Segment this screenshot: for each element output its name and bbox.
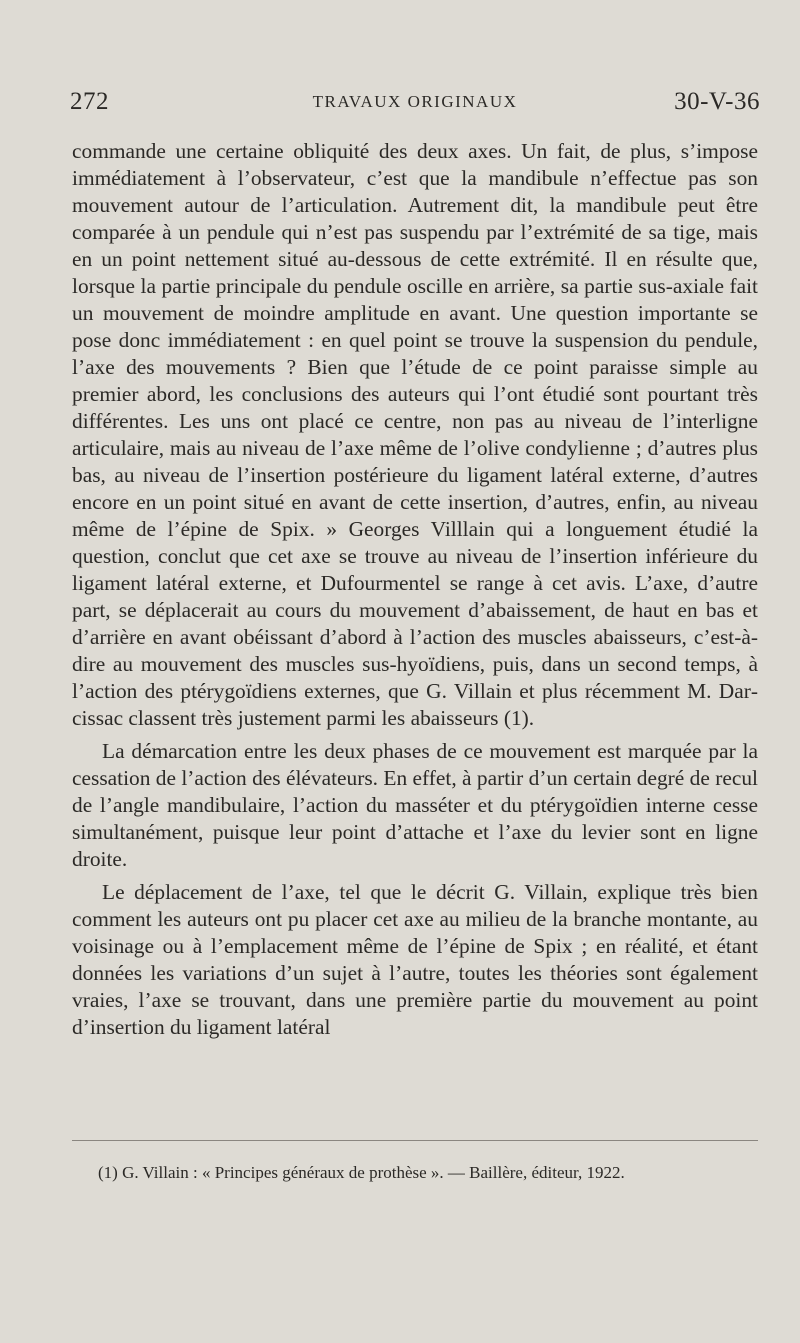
footnote: (1) G. Villain : « Principes généraux de prothèse ». — Baillère, éditeur, 1922.: [98, 1163, 625, 1182]
footnote-divider: [72, 1140, 758, 1141]
issue-date: 30-V-36: [674, 88, 760, 115]
page-header: [70, 88, 760, 120]
running-title: TRAVAUX ORIGINAUX: [312, 92, 518, 111]
body-text: [72, 138, 758, 1047]
page-number: 272: [70, 88, 109, 115]
paragraph-axis-displacement: Le déplacement de l’axe, tel que le décrit G. Villain, explique très bien comment les auteurs ont pu placer cet axe au milieu de la branche montante, au voisinage ou à l’emplacement même de l’épine de Spix ; en réalité, et étant données les variations d’un sujet à l’autre, toutes les théories sont également vraies, l’axe se trouvant, dans une première partie du mouvement au point d’insertion du ligament latéral: [72, 880, 758, 1039]
paragraph-demarcation: La démarcation entre les deux phases de ce mouvement est marquée par la cessation de l’action des élévateurs. En effet, à partir d’un certain degré de recul de l’angle mandibulaire, l’action du masséter et du ptérygoïdien interne cesse simultanément, puisque leur point d’attache et l’axe du levier sont en ligne droite.: [72, 739, 758, 871]
paragraph-continued: commande une certaine obliquité des deux axes. Un fait, de plus, s’impose immédiatement à l’observateur, c’est que la mandibule n’effectue pas son mouvement autour de l’articulation. Autrement dit, la mandibule peut être comparée à un pendule qui n’est pas suspendu par l’extrémité de sa tige, mais en un point nettement situé au-dessous de cette extrémité. Il en résulte que, lorsque la partie principale du pendule oscille en arrière, sa partie sus-axiale fait un mouvement de moindre amplitude en avant. Une question importante se pose donc immédiatement : en quel point se trouve la suspension du pendule, l’axe des mouvements ? Bien que l’étude de ce point paraisse simple au premier abord, les conclusions des auteurs qui l’ont étudié sont pourtant très différentes. Les uns ont placé ce centre, non pas au niveau de l’interligne articulaire, mais au niveau de l’axe même de l’olive condylienne ; d’autres plus bas, au niveau de l’insertion postérieure du ligament latéral externe, d’autres encore en un point situé en avant de cette insertion, d’autres, enfin, au niveau même de l’épine de Spix. » Georges Villlain qui a longuement étudié la question, conclut que cet axe se trouve au niveau de l’insertion inférieure du ligament latéral externe, et Dufourmentel se range à cet avis. L’axe, d’autre part, se déplacerait au cours du mouvement d’abaissement, de haut en bas et d’arrière en avant obéissant d’abord à l’action des muscles abaisseurs, c’est-à-dire au mouvement des muscles sus-hyoïdiens, puis, dans un second temps, à l’action des ptérygoïdiens externes, que G. Villain et plus récemment M. Darcissac classent très justement parmi les abaisseurs (1).: [72, 139, 758, 730]
